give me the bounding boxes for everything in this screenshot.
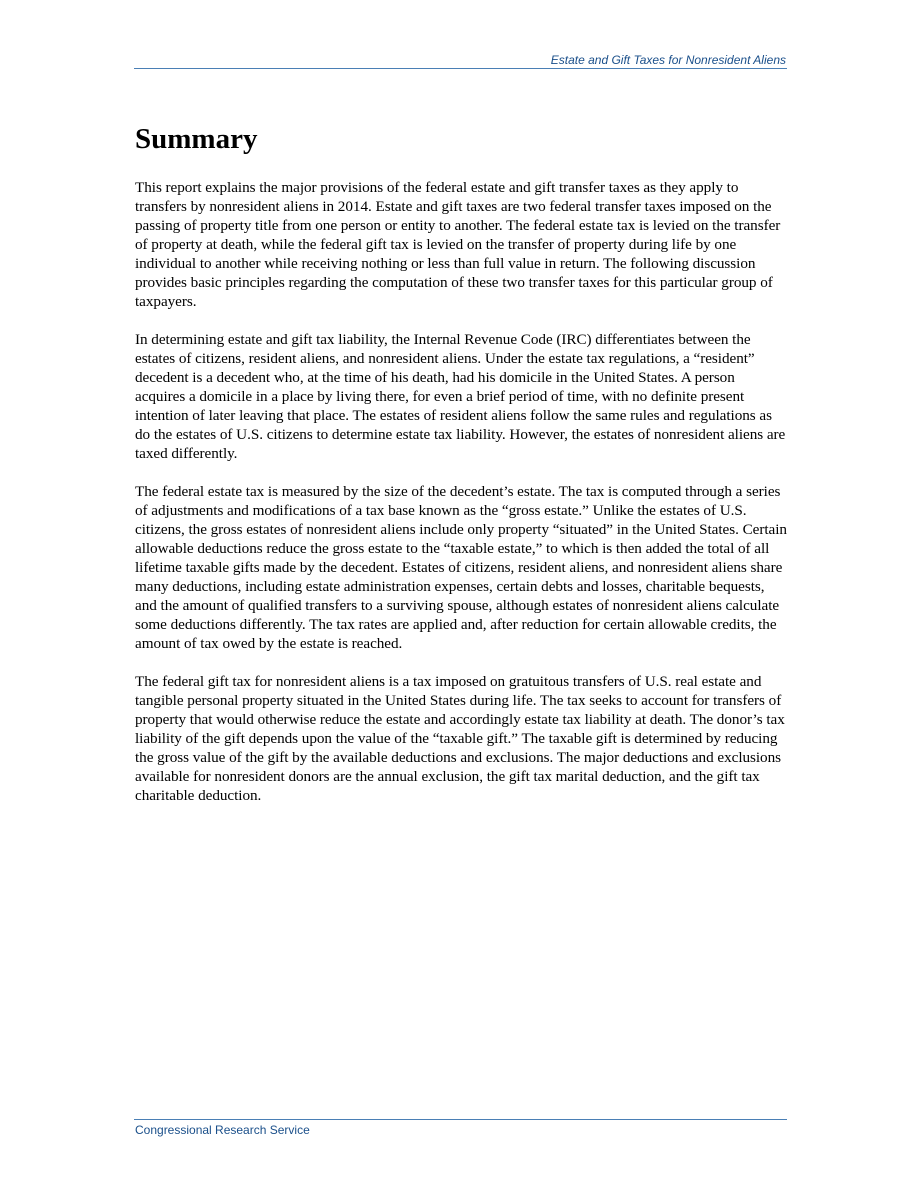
footer-organization: Congressional Research Service: [135, 1123, 310, 1137]
footer-divider: [134, 1119, 787, 1120]
header-divider: [134, 68, 787, 69]
section-heading-summary: Summary: [135, 123, 258, 155]
summary-paragraph-1: This report explains the major provisions of the federal estate and gift transfer taxes as they apply to transfers by nonresident aliens in 2014. Estate and gift taxes are two federal transfer taxes imposed on the passing of property title from one person or entity to another. The federal estate tax is levied on the transfer of property at death, while the federal gift tax is levied on the transfer of property during life by one individual to another while receiving nothing or less than full value in return. The following discussion provides basic principles regarding the computation of these two transfer taxes for this particular group of taxpayers.: [135, 179, 781, 310]
summary-body: [135, 178, 788, 824]
running-header-title: Estate and Gift Taxes for Nonresident Aliens: [550, 53, 786, 67]
summary-paragraph-3: The federal estate tax is measured by the size of the decedent’s estate. The tax is computed through a series of adjustments and modifications of a tax base known as the “gross estate.” Unlike the estates of U.S. citizens, the gross estates of nonresident aliens include only property “situated” in the United States. Certain allowable deductions reduce the gross estate to the “taxable estate,” to which is then added the total of all lifetime taxable gifts made by the decedent. Estates of citizens, resident aliens, and nonresident aliens share many deductions, including estate administration expenses, certain debts and losses, charitable bequests, and the amount of qualified transfers to a surviving spouse, although estates of nonresident aliens calculate some deductions differently. The tax rates are applied and, after reduction for certain allowable credits, the amount of tax owed by the estate is reached.: [135, 483, 787, 652]
summary-paragraph-2: In determining estate and gift tax liability, the Internal Revenue Code (IRC) differentiates between the estates of citizens, resident aliens, and nonresident aliens. Under the estate tax regulations, a “resident” decedent is a decedent who, at the time of his death, had his domicile in the United States. A person acquires a domicile in a place by living there, for even a brief period of time, with no definite present intention of later leaving that place. The estates of resident aliens follow the same rules and regulations as do the estates of U.S. citizens to determine estate tax liability. However, the estates of nonresident aliens are taxed differently.: [135, 331, 786, 462]
summary-paragraph-4: The federal gift tax for nonresident aliens is a tax imposed on gratuitous transfers of U.S. real estate and tangible personal property situated in the United States during life. The tax seeks to account for transfers of property that would otherwise reduce the estate and accordingly estate tax liability at death. The donor’s tax liability of the gift depends upon the value of the “taxable gift.” The taxable gift is determined by reducing the gross value of the gift by the available deductions and exclusions. The major deductions and exclusions available for nonresident donors are the annual exclusion, the gift tax marital deduction, and the gift tax charitable deduction.: [135, 673, 785, 804]
